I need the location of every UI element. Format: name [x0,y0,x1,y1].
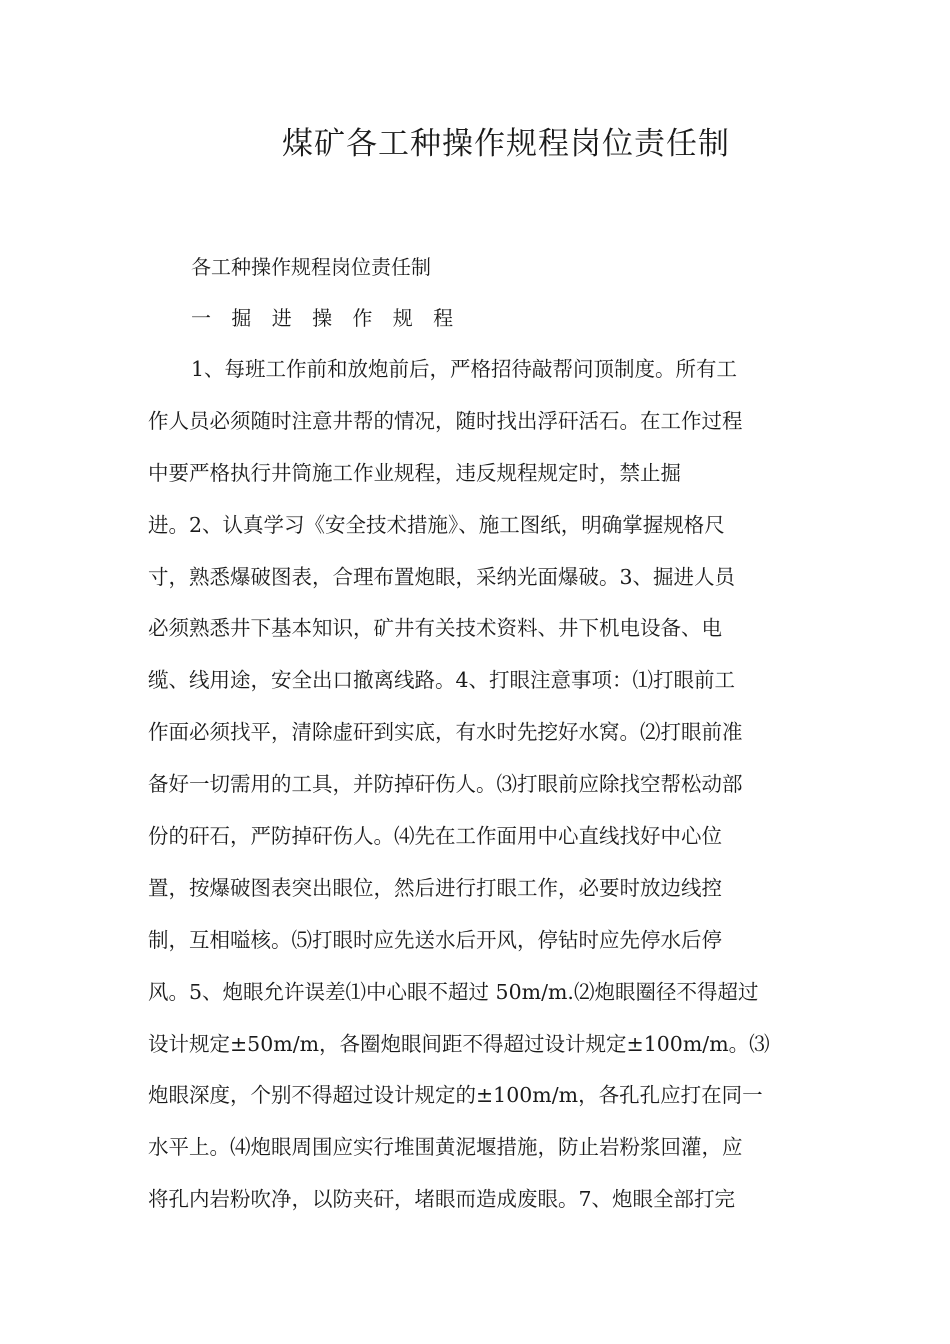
body-line: 进。2、认真学习《安全技术措施》、施工图纸，明确掌握规格尺 [148,512,725,537]
body-line: 制，互相嗌核。⑸打眼时应先送水后开风，停钻时应先停水后停 [148,927,722,952]
document-subtitle: 各工种操作规程岗位责任制 [191,255,431,279]
body-line: 1、每班工作前和放炮前后，严格招待敲帮问顶制度。所有工 [191,357,738,381]
body-line: 缆、线用途，安全出口撤离线路。4、打眼注意事项：⑴打眼前工 [148,668,736,693]
section-heading: 一 掘 进 操 作 规 程 [191,306,461,330]
body-paragraph [148,352,808,1234]
body-line: 水平上。⑷炮眼周围应实行堆围黄泥堰措施，防止岩粉浆回灌，应 [148,1135,743,1160]
body-line: 设计规定±50m/m，各圈炮眼间距不得超过设计规定±100m/m。⑶ [148,1031,770,1056]
body-line: 作人员必须随时注意井帮的情况，随时找出浮矸活石。在工作过程 [148,408,743,433]
body-line: 置，按爆破图表突出眼位，然后进行打眼工作，必要时放边线控 [148,875,722,900]
body-line: 将孔内岩粉吹净，以防夹矸，堵眼而造成废眼。7、炮眼全部打完 [148,1187,736,1212]
body-line: 必须熟悉井下基本知识，矿井有关技术资料、井下机电设备、电 [148,616,722,641]
body-line: 寸，熟悉爆破图表，合理布置炮眼，采纳光面爆破。3、掘进人员 [148,564,736,589]
body-line: 作面必须找平，清除虚矸到实底，有水时先挖好水窝。⑵打眼前准 [148,720,743,745]
body-line: 份的矸石，严防掉矸伤人。⑷先在工作面用中心直线找好中心位 [148,824,722,849]
body-line: 炮眼深度，个别不得超过设计规定的±100m/m，各孔孔应打在同一 [148,1083,763,1108]
body-line: 中要严格执行井筒施工作业规程，违反规程规定时，禁止掘 [148,460,681,485]
document-title: 煤矿各工种操作规程岗位责任制 [282,126,730,162]
body-line: 风。5、炮眼允许误差⑴中心眼不超过 50m/m.⑵炮眼圈径不得超过 [148,979,759,1004]
body-line: 备好一切需用的工具，并防掉矸伤人。⑶打眼前应除找空帮松动部 [148,772,743,797]
